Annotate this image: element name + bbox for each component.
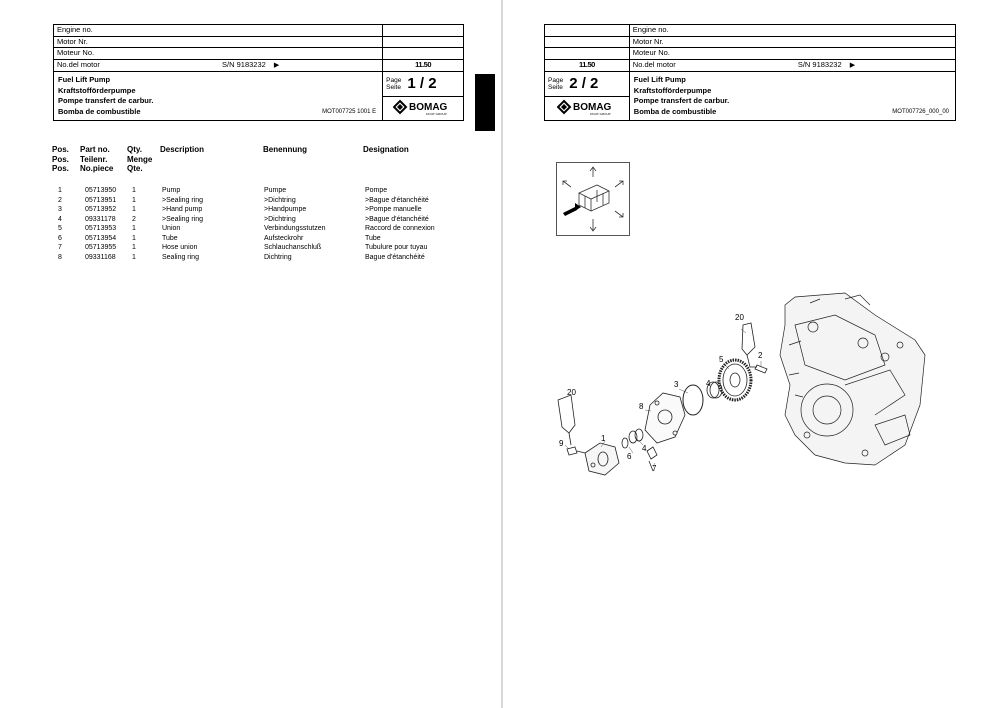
page-number: 2 / 2 (569, 74, 599, 92)
exploded-parts-drawing (545, 285, 945, 485)
callout-1: 1 (601, 434, 606, 443)
orientation-thumbnail (556, 162, 630, 236)
part-4-6-rings (622, 429, 643, 448)
callout-2: 2 (758, 351, 763, 360)
doc-reference: MOT007725 1001 E (322, 108, 377, 115)
callout-8: 8 (639, 402, 644, 411)
part-5-gear (719, 360, 751, 400)
part-2-screw (750, 365, 767, 373)
title-de: Kraftstofförderpumpe (58, 85, 136, 95)
bomag-diamond-icon (394, 101, 406, 113)
part-9-screw (567, 447, 585, 455)
callout-5: 5 (719, 355, 724, 364)
callout-4-upper: 4 (706, 379, 711, 388)
callout-20-upper: 20 (735, 313, 744, 322)
title-en: Fuel Lift Pump (58, 75, 111, 84)
serial-number: S/N 9183232 (222, 59, 266, 69)
brand-sub-text: FAYAT GROUP (426, 112, 447, 117)
serial-arrow-icon: ▶ (273, 61, 280, 69)
engine-housing-drawing (780, 293, 925, 465)
part-8-flange (645, 393, 685, 443)
header-engine-no: Engine no. (54, 25, 383, 37)
callout-6: 6 (627, 452, 632, 461)
left-header-table (53, 24, 464, 121)
part-20-tube-lower (558, 395, 575, 445)
callout-9: 9 (559, 439, 564, 448)
serial-number: S/N 9183232 (797, 59, 842, 69)
page-indicator: Page Seite 2 / 2 (545, 72, 630, 97)
header-no-del-motor: No.del motor S/N 9183232 ▶ (54, 59, 383, 72)
title-es: Bomba de combustible (633, 106, 717, 116)
part-1-pump (585, 443, 619, 475)
page-number: 1 / 2 (407, 74, 437, 92)
group-number: 11.50 (383, 59, 464, 72)
callout-20-lower: 20 (567, 388, 576, 397)
brand-sub-text: FAYAT GROUP (589, 112, 611, 117)
col-head-designation: Designation (363, 145, 409, 154)
page-divider (501, 0, 503, 708)
col-head-pos: Pos. Pos. Pos. (52, 145, 69, 173)
title-en: Fuel Lift Pump (633, 75, 686, 84)
doc-reference: MOT007726_000_00 (892, 108, 949, 115)
bomag-logo (383, 96, 464, 121)
header-no-del-motor: No.del motor S/N 9183232 ▶ (629, 59, 955, 72)
header-moteur-no: Moteur No. (629, 48, 955, 60)
callout-7: 7 (652, 464, 657, 473)
col-head-benennung: Benennung (263, 145, 307, 154)
header-moteur-no: Moteur No. (54, 48, 383, 60)
part-3-sealing-ring (683, 385, 703, 415)
header-engine-no: Engine no. (629, 25, 955, 37)
header-motor-nr: Motor Nr. (629, 36, 955, 48)
title-es: Bomba de combustible (58, 106, 141, 116)
title-fr: Pompe transfert de carbur. (633, 96, 730, 105)
right-header-table (544, 24, 956, 121)
engine-orientation-icon (557, 163, 629, 235)
group-number: 11.50 (545, 59, 630, 72)
page-indicator: Page Seite 1 / 2 (383, 72, 464, 97)
brand-text: BOMAG (572, 102, 612, 114)
bomag-logo (545, 96, 630, 121)
bomag-diamond-icon (558, 101, 570, 113)
serial-arrow-icon: ▶ (849, 61, 856, 69)
callout-3: 3 (674, 380, 679, 389)
col-head-description: Description (160, 145, 205, 154)
col-head-part: Part no. Teilenr. No.piece (80, 145, 114, 173)
title-de: Kraftstofförderpumpe (633, 85, 712, 95)
section-tab-marker (475, 74, 495, 131)
part-20-tube-upper (742, 323, 755, 367)
title-block (629, 72, 955, 121)
col-head-qty: Qty. Menge Qte. (127, 145, 153, 173)
header-motor-nr: Motor Nr. (54, 36, 383, 48)
title-block (54, 72, 383, 121)
brand-text: BOMAG (409, 102, 448, 114)
callout-4-lower: 4 (642, 444, 647, 453)
title-fr: Pompe transfert de carbur. (58, 96, 154, 105)
